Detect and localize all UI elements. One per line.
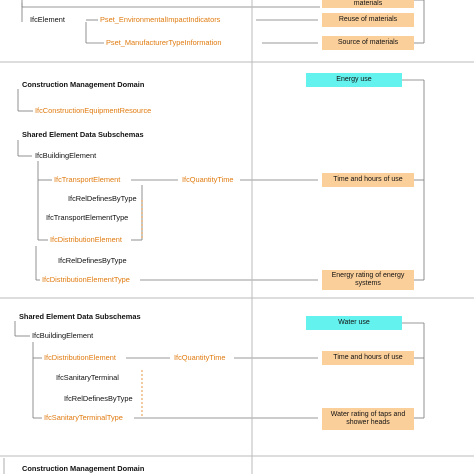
materials-box: materials — [322, 0, 414, 8]
water-rating-line-1: Water rating of taps and — [330, 410, 406, 418]
ifc-distribution-element-type-label: IfcDistributionElementType — [42, 275, 130, 284]
ifc-distribution-element-label: IfcDistributionElement — [50, 235, 122, 244]
ifc-construction-equipment-resource-label: IfcConstructionEquipmentResource — [35, 106, 152, 115]
pset-manufacturer-type-label: Pset_ManufacturerTypeInformation — [106, 38, 222, 47]
time-and-hours-of-use-box-2: Time and hours of use — [322, 351, 414, 365]
ifc-transport-element-label: IfcTransportElement — [54, 175, 121, 184]
pset-environmental-impact-label: Pset_EnvironmentalImpactIndicators — [100, 15, 221, 24]
time-and-hours-of-use-box: Time and hours of use — [322, 173, 414, 187]
ifc-quantity-time-label: IfcQuantityTime — [182, 175, 234, 184]
ifc-building-element-label-2: IfcBuildingElement — [32, 331, 94, 340]
water-rating-box — [322, 408, 414, 430]
water-rating-line-2: shower heads — [346, 419, 390, 426]
water-use-box: Water use — [306, 316, 402, 330]
ifc-transport-element-type-label: IfcTransportElementType — [46, 213, 129, 222]
shared-element-data-subschemas-title: Shared Element Data Subschemas — [22, 130, 144, 139]
ifc-distribution-element-label-2: IfcDistributionElement — [44, 353, 116, 362]
ifc-rel-defines-by-type-label-2: IfcRelDefinesByType — [58, 256, 127, 265]
construction-management-domain-title-2: Construction Management Domain — [22, 464, 145, 473]
ifc-rel-defines-by-type-label: IfcRelDefinesByType — [68, 194, 137, 203]
energy-rating-line-1: Energy rating of energy — [331, 271, 405, 279]
ifc-quantity-time-label-2: IfcQuantityTime — [174, 353, 226, 362]
energy-rating-box — [322, 270, 414, 290]
ifc-sanitary-terminal-type-label: IfcSanitaryTerminalType — [44, 413, 123, 422]
source-of-materials-box: Source of materials — [322, 36, 414, 50]
reuse-of-materials-box: Reuse of materials — [322, 13, 414, 27]
construction-management-domain-title: Construction Management Domain — [22, 80, 145, 89]
ifc-sanitary-terminal-label: IfcSanitaryTerminal — [56, 373, 119, 382]
ifc-building-element-label: IfcBuildingElement — [35, 151, 97, 160]
ifc-element-label: IfcElement — [30, 15, 65, 24]
energy-use-box: Energy use — [306, 73, 402, 87]
ifc-rel-defines-by-type-label-3: IfcRelDefinesByType — [64, 394, 133, 403]
energy-rating-line-2: systems — [355, 280, 381, 287]
shared-element-data-subschemas-title-2: Shared Element Data Subschemas — [19, 312, 141, 321]
